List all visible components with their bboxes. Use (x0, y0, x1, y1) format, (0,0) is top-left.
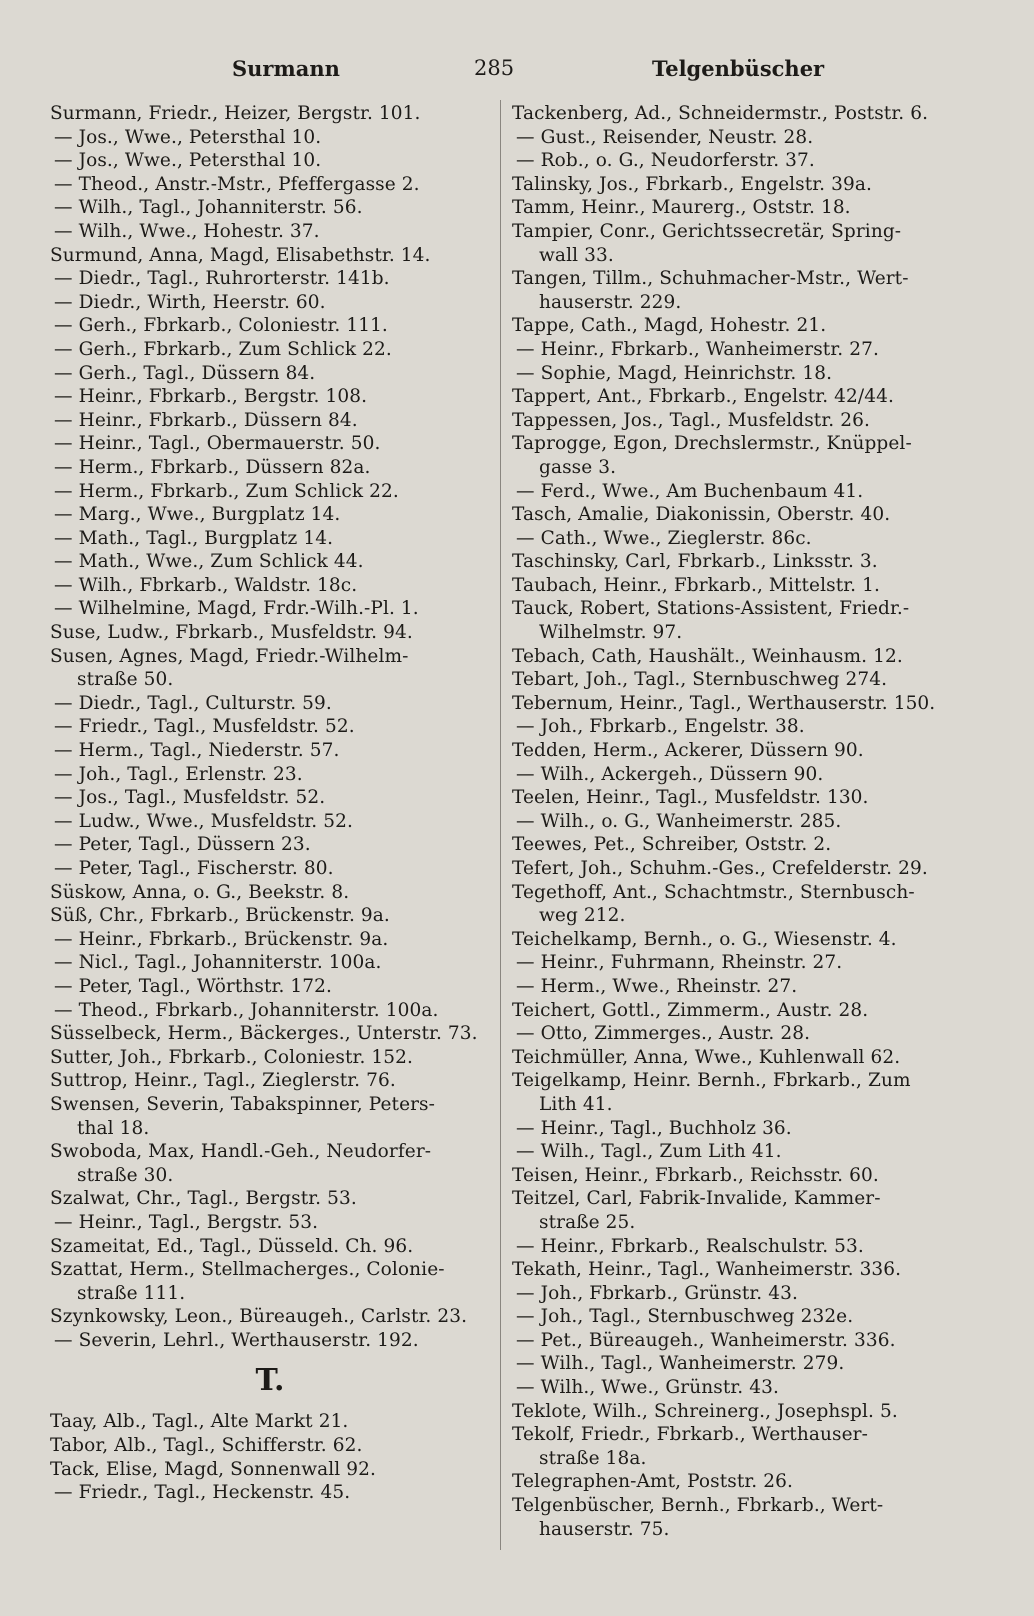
directory-entry-line: Tedden, Herm., Ackerer, Düssern 90. (512, 740, 864, 762)
directory-entry-line: Tebach, Cath, Haushält., Weinhausm. 12. (512, 645, 903, 667)
right-column (512, 102, 942, 1541)
directory-entry-line: Tappert, Ant., Fbrkarb., Engelstr. 42/44. (512, 386, 894, 408)
directory-entry-line: Teichelkamp, Bernh., o. G., Wiesenstr. 4. (512, 928, 897, 950)
directory-entry-line: — Wilh., o. G., Wanheimerstr. 285. (516, 810, 842, 832)
directory-entry-line: — Math., Wwe., Zum Schlick 44. (54, 551, 364, 573)
directory-entry-line: Tekath, Heinr., Tagl., Wanheimerstr. 336. (512, 1259, 902, 1281)
directory-entry-line: weg 212. (539, 905, 626, 927)
directory-entry-line: — Wilh., Tagl., Zum Lith 41. (516, 1141, 782, 1163)
directory-entry-line: — Jos., Wwe., Petersthal 10. (54, 150, 322, 172)
directory-entry-line: — Sophie, Magd, Heinrichstr. 18. (516, 362, 833, 384)
directory-entry-line: Taay, Alb., Tagl., Alte Markt 21. (50, 1411, 349, 1433)
directory-entry-line: Talinsky, Jos., Fbrkarb., Engelstr. 39a. (512, 173, 872, 195)
directory-entry-line: — Wilh., Wwe., Hohestr. 37. (54, 220, 320, 242)
directory-entry-line: — Herm., Tagl., Niederstr. 57. (54, 740, 340, 762)
directory-entry-line: straße 30. (77, 1164, 174, 1186)
page-number: 285 (474, 56, 515, 80)
directory-entry-line: — Diedr., Tagl., Culturstr. 59. (54, 692, 332, 714)
directory-entry-line: — Heinr., Fbrkarb., Brückenstr. 9a. (54, 928, 389, 950)
directory-entry-line: — Ludw., Wwe., Musfeldstr. 52. (54, 810, 353, 832)
directory-entry-line: — Herm., Fbrkarb., Zum Schlick 22. (54, 480, 399, 502)
directory-entry-line: — Heinr., Tagl., Buchholz 36. (516, 1117, 792, 1139)
directory-entry-line: — Cath., Wwe., Zieglerstr. 86c. (516, 527, 812, 549)
directory-entry-line: Suttrop, Heinr., Tagl., Zieglerstr. 76. (50, 1070, 396, 1092)
directory-entry-line: — Heinr., Fbrkarb., Bergstr. 108. (54, 386, 368, 408)
directory-entry-line: straße 25. (539, 1211, 636, 1233)
right-entry-list (512, 102, 942, 1541)
directory-entry-line: Taprogge, Egon, Drechslermstr., Knüppel- (512, 433, 912, 455)
directory-entry-line: — Wilh., Tagl., Wanheimerstr. 279. (516, 1353, 845, 1375)
directory-entry-line: thal 18. (77, 1117, 150, 1139)
directory-entry-line: Surmann, Friedr., Heizer, Bergstr. 101. (50, 103, 421, 124)
directory-entry-line: — Jos., Tagl., Musfeldstr. 52. (54, 787, 326, 809)
directory-entry-line: Teewes, Pet., Schreiber, Oststr. 2. (512, 834, 832, 856)
directory-entry-line: Surmund, Anna, Magd, Elisabethstr. 14. (50, 244, 431, 266)
directory-entry-line: — Wilh., Tagl., Johanniterstr. 56. (54, 197, 363, 219)
directory-entry-line: Tamm, Heinr., Maurerg., Oststr. 18. (512, 197, 851, 219)
directory-entry-line: — Ferd., Wwe., Am Buchenbaum 41. (516, 480, 864, 502)
directory-entry-line: — Pet., Büreaugeh., Wanheimerstr. 336. (516, 1329, 896, 1351)
directory-entry-line: Tackenberg, Ad., Schneidermstr., Poststr. 6. (512, 103, 929, 124)
directory-entry-line: Süskow, Anna, o. G., Beekstr. 8. (50, 881, 350, 903)
directory-entry-line: — Heinr., Fbrkarb., Realschulstr. 53. (516, 1235, 864, 1257)
directory-entry-line: — Friedr., Tagl., Musfeldstr. 52. (54, 716, 355, 738)
directory-entry-line: — Friedr., Tagl., Heckenstr. 45. (54, 1482, 351, 1504)
directory-entry-line: Suse, Ludw., Fbrkarb., Musfeldstr. 94. (50, 622, 413, 644)
directory-entry-line: — Gerh., Fbrkarb., Coloniestr. 111. (54, 315, 388, 337)
directory-entry-line: — Wilh., Fbrkarb., Waldstr. 18c. (54, 574, 358, 596)
directory-entry-line: Szattat, Herm., Stellmacherges., Colonie- (50, 1259, 445, 1281)
directory-entry-line: — Theod., Anstr.-Mstr., Pfeffergasse 2. (54, 173, 420, 195)
directory-entry-line: Tegethoff, Ant., Schachtmstr., Sternbusch- (512, 881, 915, 903)
directory-entry-line: straße 111. (77, 1282, 186, 1304)
directory-entry-line: — Marg., Wwe., Burgplatz 14. (54, 504, 341, 526)
directory-entry-line: — Heinr., Tagl., Bergstr. 53. (54, 1211, 319, 1233)
directory-entry-line: straße 18a. (539, 1447, 647, 1469)
directory-entry-line: Telegraphen-Amt, Poststr. 26. (512, 1471, 793, 1493)
directory-entry-line: Tebernum, Heinr., Tagl., Werthauserstr. 150. (512, 692, 936, 714)
directory-entry-line: — Heinr., Fbrkarb., Wanheimerstr. 27. (516, 338, 879, 360)
directory-entry-line: Teklote, Wilh., Schreinerg., Josephspl. 5. (512, 1400, 898, 1422)
directory-entry-line: Teigelkamp, Heinr. Bernh., Fbrkarb., Zum (512, 1070, 911, 1092)
directory-entry-line: — Theod., Fbrkarb., Johanniterstr. 100a. (54, 999, 439, 1021)
directory-entry-line: Swoboda, Max, Handl.-Geh., Neudorfer- (50, 1141, 432, 1163)
directory-entry-line: gasse 3. (539, 456, 617, 478)
directory-entry-line: Tasch, Amalie, Diakonissin, Oberstr. 40. (512, 504, 891, 526)
directory-entry-line: — Wilh., Wwe., Grünstr. 43. (516, 1377, 779, 1399)
directory-entry-line: straße 50. (77, 669, 174, 691)
directory-entry-line: — Heinr., Fuhrmann, Rheinstr. 27. (516, 952, 843, 974)
directory-entry-line: Süß, Chr., Fbrkarb., Brückenstr. 9a. (50, 905, 390, 927)
directory-entry-line: Tabor, Alb., Tagl., Schifferstr. 62. (50, 1435, 363, 1457)
directory-entry-line: — Peter, Tagl., Wörthstr. 172. (54, 975, 333, 997)
directory-entry-line: — Herm., Wwe., Rheinstr. 27. (516, 975, 798, 997)
directory-entry-line: — Joh., Tagl., Sternbuschweg 232e. (516, 1306, 854, 1328)
directory-entry-line: Tekolf, Friedr., Fbrkarb., Werthauser- (512, 1424, 868, 1446)
directory-entry-line: — Heinr., Tagl., Obermauerstr. 50. (54, 433, 381, 455)
directory-entry-line: Tangen, Tillm., Schuhmacher-Mstr., Wert- (512, 268, 909, 290)
directory-entry-line: — Diedr., Tagl., Ruhrorterstr. 141b. (54, 268, 390, 290)
directory-entry-line: — Otto, Zimmerges., Austr. 28. (516, 1023, 811, 1045)
directory-entry-line: Tebart, Joh., Tagl., Sternbuschweg 274. (512, 669, 888, 691)
directory-entry-line: Tappe, Cath., Magd, Hohestr. 21. (512, 315, 827, 337)
directory-entry-line: — Diedr., Wirth, Heerstr. 60. (54, 291, 326, 313)
directory-entry-line: — Peter, Tagl., Fischerstr. 80. (54, 858, 334, 879)
header-left-keyword: Surmann (232, 56, 340, 81)
directory-entry-line: Szameitat, Ed., Tagl., Düsseld. Ch. 96. (50, 1235, 414, 1257)
directory-entry-line: Szynkowsky, Leon., Büreaugeh., Carlstr. 23. (50, 1306, 468, 1328)
directory-entry-line: — Herm., Fbrkarb., Düssern 82a. (54, 456, 371, 478)
directory-entry-line: wall 33. (539, 244, 614, 266)
header-right-keyword: Telgenbüscher (652, 56, 825, 81)
directory-entry-line: Teitzel, Carl, Fabrik-Invalide, Kammer- (512, 1188, 881, 1210)
directory-entry-line: Teichert, Gottl., Zimmerm., Austr. 28. (512, 999, 869, 1021)
directory-entry-line: — Heinr., Fbrkarb., Düssern 84. (54, 409, 358, 431)
column-divider (500, 100, 501, 1550)
directory-entry-line: — Severin, Lehrl., Werthauserstr. 192. (54, 1329, 419, 1351)
directory-entry-line: Teelen, Heinr., Tagl., Musfeldstr. 130. (512, 787, 869, 809)
directory-entry-line: — Joh., Tagl., Erlenstr. 23. (54, 763, 303, 785)
directory-entry-line: Tack, Elise, Magd, Sonnenwall 92. (50, 1458, 377, 1480)
directory-entry-line: hauserstr. 229. (539, 291, 682, 313)
directory-entry-line: Teichmüller, Anna, Wwe., Kuhlenwall 62. (512, 1046, 901, 1068)
directory-entry-line: — Wilhelmine, Magd, Frdr.-Wilh.-Pl. 1. (54, 598, 419, 620)
directory-entry-line: Lith 41. (539, 1093, 613, 1115)
directory-entry-line: — Gerh., Fbrkarb., Zum Schlick 22. (54, 338, 392, 360)
directory-entry-line: Teisen, Heinr., Fbrkarb., Reichsstr. 60. (512, 1164, 879, 1186)
directory-entry-line: — Nicl., Tagl., Johanniterstr. 100a. (54, 952, 382, 974)
directory-entry-line: — Joh., Fbrkarb., Engelstr. 38. (516, 716, 805, 738)
directory-entry-line: Tappessen, Jos., Tagl., Musfeldstr. 26. (512, 409, 870, 431)
directory-entry-line: Tefert, Joh., Schuhm.-Ges., Crefelderstr. 29. (512, 858, 928, 879)
section-letter-heading: T. (255, 1363, 285, 1399)
directory-entry-line: Tauck, Robert, Stations-Assistent, Friedr.- (512, 598, 910, 620)
directory-entry-line: Taubach, Heinr., Fbrkarb., Mittelstr. 1. (512, 574, 880, 596)
page-header (0, 56, 1034, 86)
directory-entry-line: — Gerh., Tagl., Düssern 84. (54, 362, 316, 384)
directory-entry-line: — Gust., Reisender, Neustr. 28. (516, 126, 814, 148)
directory-entry-line: Tampier, Conr., Gerichtssecretär, Spring- (512, 220, 902, 242)
left-entry-list (50, 102, 490, 1505)
directory-entry-line: — Jos., Wwe., Petersthal 10. (54, 126, 322, 148)
directory-entry-line: Swensen, Severin, Tabakspinner, Peters- (50, 1093, 436, 1115)
directory-entry-line: Susen, Agnes, Magd, Friedr.-Wilhelm- (50, 645, 409, 667)
directory-entry-line: — Wilh., Ackergeh., Düssern 90. (516, 763, 824, 785)
left-column (50, 102, 490, 1505)
directory-entry-line: Taschinsky, Carl, Fbrkarb., Linksstr. 3. (512, 551, 878, 573)
directory-entry-line: Süsselbeck, Herm., Bäckerges., Unterstr. 73. (50, 1023, 478, 1045)
directory-entry-line: — Joh., Fbrkarb., Grünstr. 43. (516, 1282, 798, 1304)
directory-entry-line: Sutter, Joh., Fbrkarb., Coloniestr. 152. (50, 1046, 413, 1068)
directory-entry-line: — Math., Tagl., Burgplatz 14. (54, 527, 334, 549)
directory-entry-line: — Rob., o. G., Neudorferstr. 37. (516, 150, 815, 172)
directory-entry-line: Telgenbüscher, Bernh., Fbrkarb., Wert- (512, 1495, 884, 1517)
directory-entry-line: hauserstr. 75. (539, 1518, 670, 1540)
directory-entry-line: Szalwat, Chr., Tagl., Bergstr. 53. (50, 1188, 357, 1210)
directory-entry-line: Wilhelmstr. 97. (539, 622, 683, 644)
directory-entry-line: — Peter, Tagl., Düssern 23. (54, 834, 311, 856)
